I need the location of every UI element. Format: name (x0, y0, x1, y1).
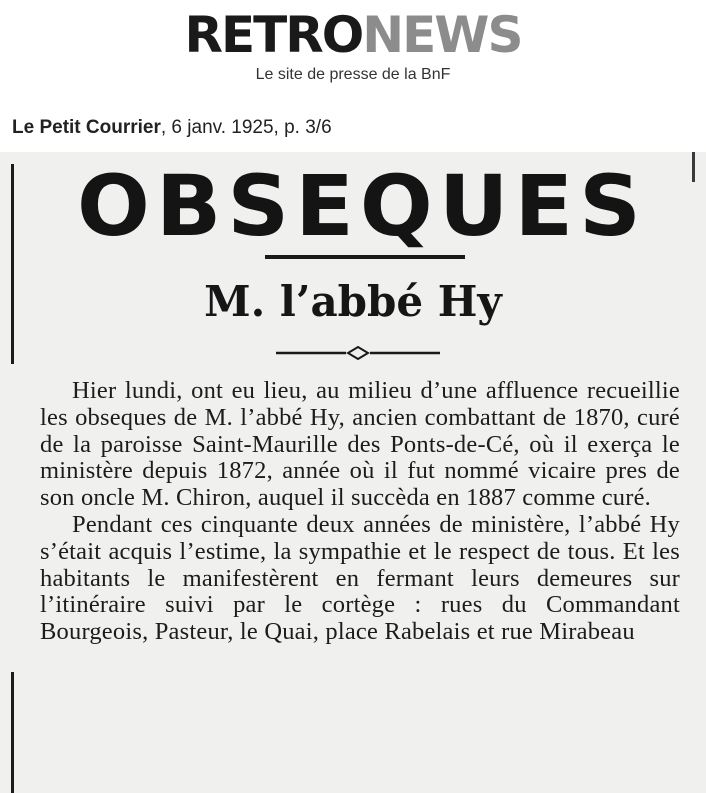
retronews-logo[interactable] (0, 6, 706, 64)
newspaper-clipping (0, 152, 706, 793)
article-paragraph: Hier lundi, ont eu lieu, au milieu d’une affluence recueillie les obseques de M. l’abbé Hy, ancien combattant de 1870, curé de la paroisse Saint-Maurille des Ponts-de-Cé, où il exerça le ministère depuis 1872, année où il fut nommé vicaire pres de son oncle M. Chiron, auquel il succèda en 1887 comme curé. (40, 377, 680, 512)
logo-retro: RETRO (184, 6, 363, 64)
article-paragraph: Pendant ces cinquante deux années de ministère, l’abbé Hy s’était acquis l’estime, la sympathie et le respect de tous. Et les habitants le manifestèrent en fermant leurs demeures sur l’itinéraire suivi par le cortège : rues du Commandant Bourgeois, Pasteur, le Quai, place Rabelais et rue Mirabeau (40, 510, 680, 646)
article-citation (12, 117, 332, 139)
article-body (40, 378, 680, 646)
column-rule-left-lower (11, 672, 14, 793)
column-rule-left (11, 164, 14, 364)
publication-name: Le Petit Courrier (12, 117, 161, 138)
headline-divider (265, 255, 465, 259)
ornament-divider-icon (276, 346, 440, 360)
article-subhead: M. l’abbé Hy (204, 277, 502, 326)
article-headline: OBSEQUES (77, 157, 647, 255)
citation-details: , 6 janv. 1925, p. 3/6 (160, 117, 332, 138)
site-tagline: Le site de presse de la BnF (255, 66, 451, 83)
logo-news: NEWS (362, 6, 522, 64)
